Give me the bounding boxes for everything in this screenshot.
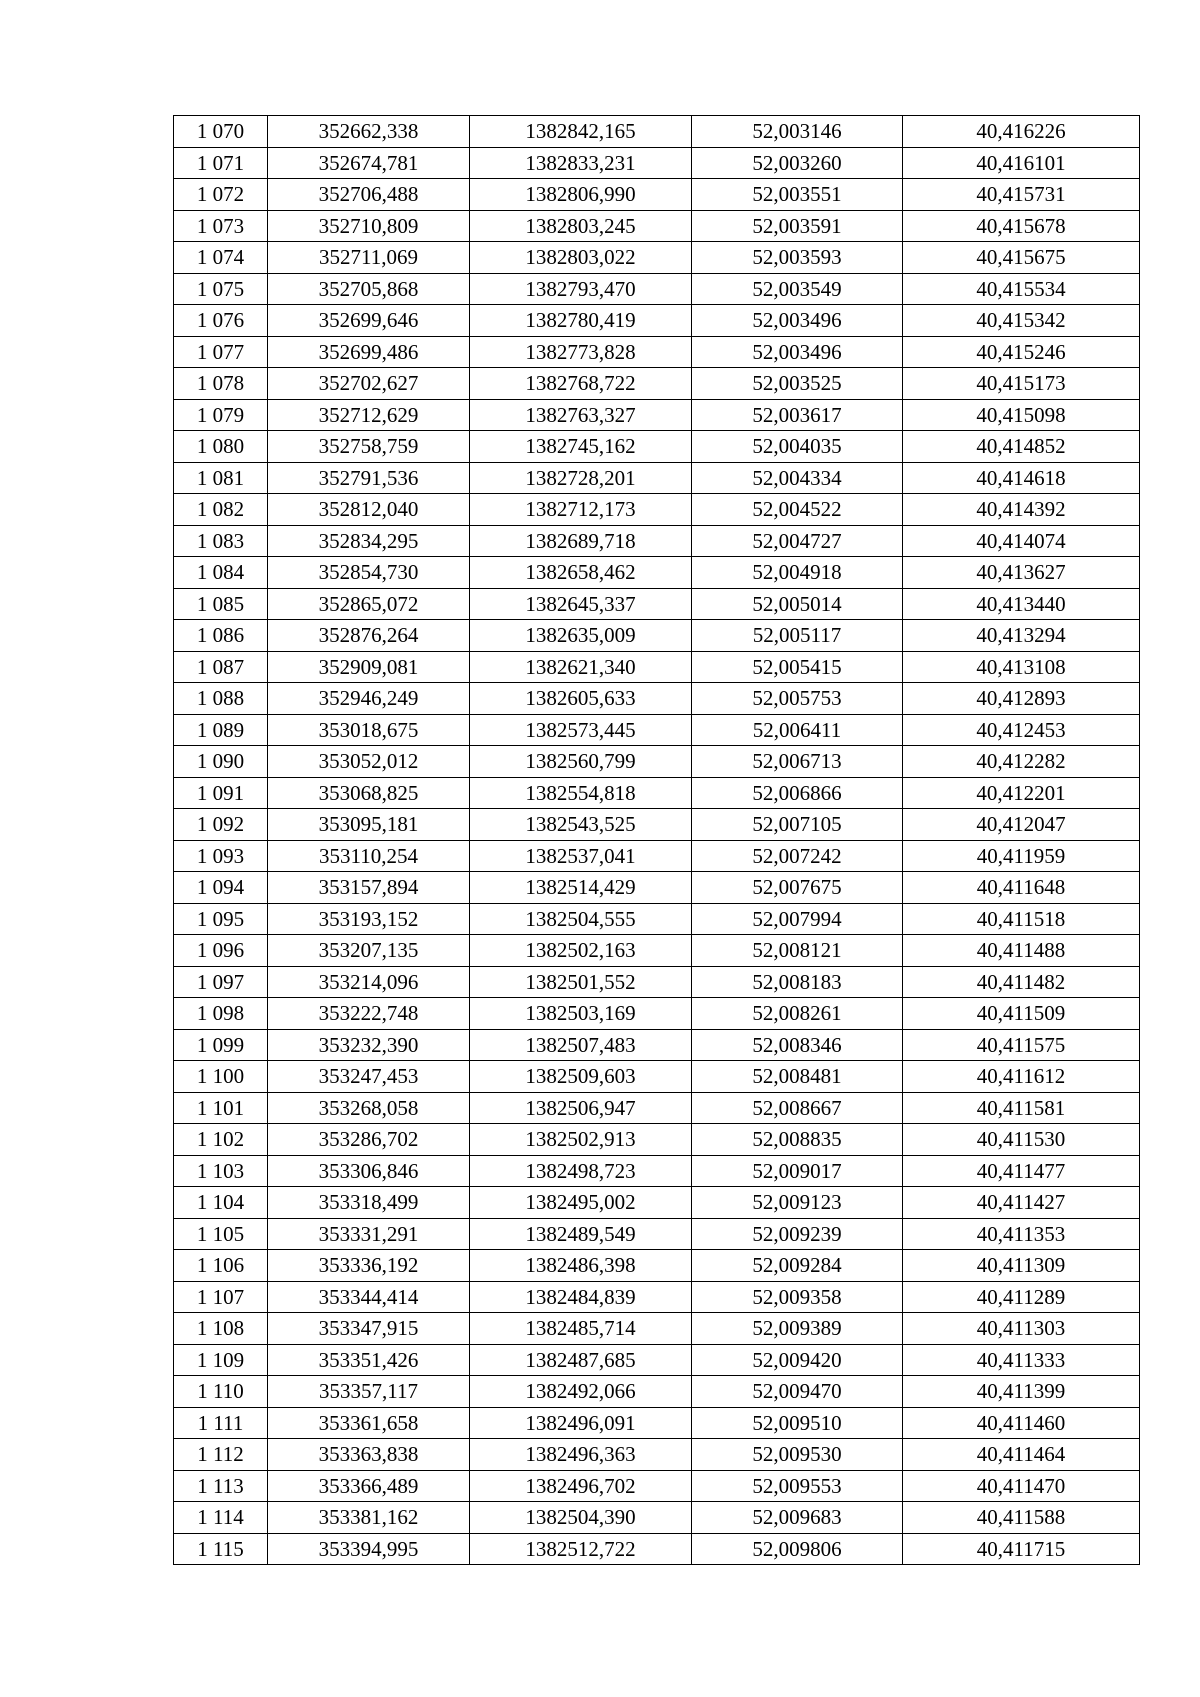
y-coordinate-cell: 1382658,462	[470, 557, 692, 589]
x-coordinate-cell: 353381,162	[268, 1502, 470, 1534]
latitude-cell: 52,004035	[692, 431, 903, 463]
longitude-cell: 40,411477	[903, 1155, 1140, 1187]
latitude-cell: 52,005753	[692, 683, 903, 715]
longitude-cell: 40,415534	[903, 273, 1140, 305]
point-number-cell: 1 076	[174, 305, 268, 337]
x-coordinate-cell: 352834,295	[268, 525, 470, 557]
point-number-cell: 1 085	[174, 588, 268, 620]
table-row	[174, 777, 1140, 809]
longitude-cell: 40,415731	[903, 179, 1140, 211]
latitude-cell: 52,009470	[692, 1376, 903, 1408]
point-number-cell: 1 104	[174, 1187, 268, 1219]
x-coordinate-cell: 352710,809	[268, 210, 470, 242]
y-coordinate-cell: 1382554,818	[470, 777, 692, 809]
y-coordinate-cell: 1382842,165	[470, 116, 692, 148]
point-number-cell: 1 077	[174, 336, 268, 368]
table-row	[174, 1407, 1140, 1439]
longitude-cell: 40,412047	[903, 809, 1140, 841]
x-coordinate-cell: 353306,846	[268, 1155, 470, 1187]
longitude-cell: 40,414852	[903, 431, 1140, 463]
longitude-cell: 40,415678	[903, 210, 1140, 242]
x-coordinate-cell: 353068,825	[268, 777, 470, 809]
y-coordinate-cell: 1382504,555	[470, 903, 692, 935]
longitude-cell: 40,411588	[903, 1502, 1140, 1534]
longitude-cell: 40,411509	[903, 998, 1140, 1030]
table-row	[174, 557, 1140, 589]
longitude-cell: 40,411482	[903, 966, 1140, 998]
table-row	[174, 1470, 1140, 1502]
y-coordinate-cell: 1382496,363	[470, 1439, 692, 1471]
x-coordinate-cell: 353018,675	[268, 714, 470, 746]
longitude-cell: 40,413627	[903, 557, 1140, 589]
table-row	[174, 1250, 1140, 1282]
x-coordinate-cell: 353193,152	[268, 903, 470, 935]
y-coordinate-cell: 1382768,722	[470, 368, 692, 400]
latitude-cell: 52,008346	[692, 1029, 903, 1061]
point-number-cell: 1 089	[174, 714, 268, 746]
point-number-cell: 1 101	[174, 1092, 268, 1124]
y-coordinate-cell: 1382501,552	[470, 966, 692, 998]
table-row	[174, 1313, 1140, 1345]
table-row	[174, 872, 1140, 904]
y-coordinate-cell: 1382495,002	[470, 1187, 692, 1219]
longitude-cell: 40,411518	[903, 903, 1140, 935]
point-number-cell: 1 092	[174, 809, 268, 841]
y-coordinate-cell: 1382486,398	[470, 1250, 692, 1282]
longitude-cell: 40,415246	[903, 336, 1140, 368]
latitude-cell: 52,009284	[692, 1250, 903, 1282]
point-number-cell: 1 099	[174, 1029, 268, 1061]
table-row	[174, 242, 1140, 274]
x-coordinate-cell: 352876,264	[268, 620, 470, 652]
point-number-cell: 1 106	[174, 1250, 268, 1282]
longitude-cell: 40,415675	[903, 242, 1140, 274]
longitude-cell: 40,411581	[903, 1092, 1140, 1124]
point-number-cell: 1 075	[174, 273, 268, 305]
table-row	[174, 1124, 1140, 1156]
point-number-cell: 1 087	[174, 651, 268, 683]
x-coordinate-cell: 352909,081	[268, 651, 470, 683]
coordinates-table-body	[174, 116, 1140, 1565]
point-number-cell: 1 113	[174, 1470, 268, 1502]
latitude-cell: 52,003593	[692, 242, 903, 274]
table-row	[174, 1376, 1140, 1408]
x-coordinate-cell: 352758,759	[268, 431, 470, 463]
x-coordinate-cell: 353336,192	[268, 1250, 470, 1282]
latitude-cell: 52,009358	[692, 1281, 903, 1313]
latitude-cell: 52,008261	[692, 998, 903, 1030]
x-coordinate-cell: 353366,489	[268, 1470, 470, 1502]
point-number-cell: 1 110	[174, 1376, 268, 1408]
latitude-cell: 52,003496	[692, 305, 903, 337]
point-number-cell: 1 100	[174, 1061, 268, 1093]
y-coordinate-cell: 1382763,327	[470, 399, 692, 431]
latitude-cell: 52,008835	[692, 1124, 903, 1156]
x-coordinate-cell: 353052,012	[268, 746, 470, 778]
point-number-cell: 1 107	[174, 1281, 268, 1313]
longitude-cell: 40,416226	[903, 116, 1140, 148]
longitude-cell: 40,411464	[903, 1439, 1140, 1471]
longitude-cell: 40,411399	[903, 1376, 1140, 1408]
y-coordinate-cell: 1382793,470	[470, 273, 692, 305]
latitude-cell: 52,009123	[692, 1187, 903, 1219]
x-coordinate-cell: 352791,536	[268, 462, 470, 494]
table-row	[174, 1439, 1140, 1471]
point-number-cell: 1 088	[174, 683, 268, 715]
x-coordinate-cell: 353363,838	[268, 1439, 470, 1471]
table-row	[174, 1502, 1140, 1534]
latitude-cell: 52,006713	[692, 746, 903, 778]
point-number-cell: 1 098	[174, 998, 268, 1030]
longitude-cell: 40,416101	[903, 147, 1140, 179]
y-coordinate-cell: 1382573,445	[470, 714, 692, 746]
point-number-cell: 1 103	[174, 1155, 268, 1187]
longitude-cell: 40,412201	[903, 777, 1140, 809]
x-coordinate-cell: 352854,730	[268, 557, 470, 589]
table-row	[174, 966, 1140, 998]
y-coordinate-cell: 1382485,714	[470, 1313, 692, 1345]
table-row	[174, 998, 1140, 1030]
y-coordinate-cell: 1382498,723	[470, 1155, 692, 1187]
latitude-cell: 52,004334	[692, 462, 903, 494]
longitude-cell: 40,415098	[903, 399, 1140, 431]
latitude-cell: 52,009017	[692, 1155, 903, 1187]
point-number-cell: 1 080	[174, 431, 268, 463]
latitude-cell: 52,003591	[692, 210, 903, 242]
latitude-cell: 52,009530	[692, 1439, 903, 1471]
latitude-cell: 52,008121	[692, 935, 903, 967]
x-coordinate-cell: 352946,249	[268, 683, 470, 715]
longitude-cell: 40,412453	[903, 714, 1140, 746]
latitude-cell: 52,003146	[692, 116, 903, 148]
table-row	[174, 903, 1140, 935]
latitude-cell: 52,003551	[692, 179, 903, 211]
table-row	[174, 368, 1140, 400]
y-coordinate-cell: 1382803,245	[470, 210, 692, 242]
y-coordinate-cell: 1382773,828	[470, 336, 692, 368]
y-coordinate-cell: 1382621,340	[470, 651, 692, 683]
point-number-cell: 1 096	[174, 935, 268, 967]
longitude-cell: 40,411460	[903, 1407, 1140, 1439]
table-row	[174, 494, 1140, 526]
table-row	[174, 462, 1140, 494]
longitude-cell: 40,413440	[903, 588, 1140, 620]
x-coordinate-cell: 353222,748	[268, 998, 470, 1030]
latitude-cell: 52,009806	[692, 1533, 903, 1565]
y-coordinate-cell: 1382514,429	[470, 872, 692, 904]
y-coordinate-cell: 1382543,525	[470, 809, 692, 841]
latitude-cell: 52,009510	[692, 1407, 903, 1439]
point-number-cell: 1 079	[174, 399, 268, 431]
table-row	[174, 588, 1140, 620]
table-row	[174, 1218, 1140, 1250]
point-number-cell: 1 073	[174, 210, 268, 242]
table-row	[174, 431, 1140, 463]
y-coordinate-cell: 1382506,947	[470, 1092, 692, 1124]
latitude-cell: 52,006866	[692, 777, 903, 809]
latitude-cell: 52,009683	[692, 1502, 903, 1534]
point-number-cell: 1 083	[174, 525, 268, 557]
longitude-cell: 40,411575	[903, 1029, 1140, 1061]
longitude-cell: 40,414618	[903, 462, 1140, 494]
x-coordinate-cell: 353357,117	[268, 1376, 470, 1408]
longitude-cell: 40,413108	[903, 651, 1140, 683]
latitude-cell: 52,007994	[692, 903, 903, 935]
latitude-cell: 52,003496	[692, 336, 903, 368]
longitude-cell: 40,411488	[903, 935, 1140, 967]
latitude-cell: 52,003549	[692, 273, 903, 305]
x-coordinate-cell: 353207,135	[268, 935, 470, 967]
point-number-cell: 1 072	[174, 179, 268, 211]
latitude-cell: 52,004727	[692, 525, 903, 557]
latitude-cell: 52,005415	[692, 651, 903, 683]
x-coordinate-cell: 353232,390	[268, 1029, 470, 1061]
point-number-cell: 1 082	[174, 494, 268, 526]
latitude-cell: 52,003525	[692, 368, 903, 400]
longitude-cell: 40,411309	[903, 1250, 1140, 1282]
point-number-cell: 1 078	[174, 368, 268, 400]
table-row	[174, 147, 1140, 179]
latitude-cell: 52,007675	[692, 872, 903, 904]
x-coordinate-cell: 353351,426	[268, 1344, 470, 1376]
table-row	[174, 935, 1140, 967]
x-coordinate-cell: 353214,096	[268, 966, 470, 998]
table-row	[174, 1533, 1140, 1565]
x-coordinate-cell: 353157,894	[268, 872, 470, 904]
table-row	[174, 210, 1140, 242]
latitude-cell: 52,008183	[692, 966, 903, 998]
latitude-cell: 52,009553	[692, 1470, 903, 1502]
y-coordinate-cell: 1382489,549	[470, 1218, 692, 1250]
table-row	[174, 525, 1140, 557]
table-row	[174, 1061, 1140, 1093]
x-coordinate-cell: 353268,058	[268, 1092, 470, 1124]
x-coordinate-cell: 352702,627	[268, 368, 470, 400]
point-number-cell: 1 081	[174, 462, 268, 494]
x-coordinate-cell: 352699,646	[268, 305, 470, 337]
y-coordinate-cell: 1382503,169	[470, 998, 692, 1030]
y-coordinate-cell: 1382492,066	[470, 1376, 692, 1408]
y-coordinate-cell: 1382635,009	[470, 620, 692, 652]
y-coordinate-cell: 1382745,162	[470, 431, 692, 463]
point-number-cell: 1 111	[174, 1407, 268, 1439]
x-coordinate-cell: 352712,629	[268, 399, 470, 431]
table-row	[174, 336, 1140, 368]
table-row	[174, 809, 1140, 841]
table-row	[174, 1187, 1140, 1219]
point-number-cell: 1 105	[174, 1218, 268, 1250]
x-coordinate-cell: 352705,868	[268, 273, 470, 305]
point-number-cell: 1 102	[174, 1124, 268, 1156]
table-row	[174, 1344, 1140, 1376]
x-coordinate-cell: 353110,254	[268, 840, 470, 872]
table-row	[174, 620, 1140, 652]
y-coordinate-cell: 1382507,483	[470, 1029, 692, 1061]
table-row	[174, 273, 1140, 305]
longitude-cell: 40,412893	[903, 683, 1140, 715]
y-coordinate-cell: 1382484,839	[470, 1281, 692, 1313]
point-number-cell: 1 108	[174, 1313, 268, 1345]
latitude-cell: 52,007242	[692, 840, 903, 872]
longitude-cell: 40,411715	[903, 1533, 1140, 1565]
point-number-cell: 1 097	[174, 966, 268, 998]
point-number-cell: 1 114	[174, 1502, 268, 1534]
longitude-cell: 40,415342	[903, 305, 1140, 337]
x-coordinate-cell: 352699,486	[268, 336, 470, 368]
latitude-cell: 52,005014	[692, 588, 903, 620]
latitude-cell: 52,004522	[692, 494, 903, 526]
point-number-cell: 1 091	[174, 777, 268, 809]
x-coordinate-cell: 353344,414	[268, 1281, 470, 1313]
longitude-cell: 40,411353	[903, 1218, 1140, 1250]
table-row	[174, 714, 1140, 746]
x-coordinate-cell: 353331,291	[268, 1218, 470, 1250]
table-row	[174, 1281, 1140, 1313]
point-number-cell: 1 071	[174, 147, 268, 179]
longitude-cell: 40,414074	[903, 525, 1140, 557]
y-coordinate-cell: 1382806,990	[470, 179, 692, 211]
x-coordinate-cell: 352865,072	[268, 588, 470, 620]
x-coordinate-cell: 352711,069	[268, 242, 470, 274]
y-coordinate-cell: 1382502,913	[470, 1124, 692, 1156]
y-coordinate-cell: 1382496,702	[470, 1470, 692, 1502]
longitude-cell: 40,414392	[903, 494, 1140, 526]
y-coordinate-cell: 1382645,337	[470, 588, 692, 620]
x-coordinate-cell: 352674,781	[268, 147, 470, 179]
table-row	[174, 305, 1140, 337]
latitude-cell: 52,007105	[692, 809, 903, 841]
y-coordinate-cell: 1382689,718	[470, 525, 692, 557]
latitude-cell: 52,008481	[692, 1061, 903, 1093]
y-coordinate-cell: 1382502,163	[470, 935, 692, 967]
longitude-cell: 40,411470	[903, 1470, 1140, 1502]
latitude-cell: 52,009420	[692, 1344, 903, 1376]
latitude-cell: 52,004918	[692, 557, 903, 589]
y-coordinate-cell: 1382833,231	[470, 147, 692, 179]
x-coordinate-cell: 353095,181	[268, 809, 470, 841]
latitude-cell: 52,008667	[692, 1092, 903, 1124]
longitude-cell: 40,413294	[903, 620, 1140, 652]
table-row	[174, 399, 1140, 431]
latitude-cell: 52,009389	[692, 1313, 903, 1345]
latitude-cell: 52,003617	[692, 399, 903, 431]
y-coordinate-cell: 1382512,722	[470, 1533, 692, 1565]
y-coordinate-cell: 1382605,633	[470, 683, 692, 715]
x-coordinate-cell: 353247,453	[268, 1061, 470, 1093]
latitude-cell: 52,009239	[692, 1218, 903, 1250]
latitude-cell: 52,006411	[692, 714, 903, 746]
table-row	[174, 1092, 1140, 1124]
point-number-cell: 1 115	[174, 1533, 268, 1565]
y-coordinate-cell: 1382487,685	[470, 1344, 692, 1376]
table-row	[174, 651, 1140, 683]
coordinates-table	[173, 115, 1140, 1565]
point-number-cell: 1 094	[174, 872, 268, 904]
point-number-cell: 1 112	[174, 1439, 268, 1471]
table-row	[174, 1029, 1140, 1061]
longitude-cell: 40,411427	[903, 1187, 1140, 1219]
longitude-cell: 40,411289	[903, 1281, 1140, 1313]
table-row	[174, 116, 1140, 148]
x-coordinate-cell: 353394,995	[268, 1533, 470, 1565]
y-coordinate-cell: 1382537,041	[470, 840, 692, 872]
longitude-cell: 40,412282	[903, 746, 1140, 778]
longitude-cell: 40,411333	[903, 1344, 1140, 1376]
point-number-cell: 1 093	[174, 840, 268, 872]
x-coordinate-cell: 353347,915	[268, 1313, 470, 1345]
point-number-cell: 1 109	[174, 1344, 268, 1376]
longitude-cell: 40,411303	[903, 1313, 1140, 1345]
latitude-cell: 52,005117	[692, 620, 903, 652]
latitude-cell: 52,003260	[692, 147, 903, 179]
table-row	[174, 179, 1140, 211]
point-number-cell: 1 074	[174, 242, 268, 274]
y-coordinate-cell: 1382504,390	[470, 1502, 692, 1534]
table-row	[174, 840, 1140, 872]
y-coordinate-cell: 1382560,799	[470, 746, 692, 778]
y-coordinate-cell: 1382509,603	[470, 1061, 692, 1093]
table-row	[174, 683, 1140, 715]
longitude-cell: 40,411612	[903, 1061, 1140, 1093]
x-coordinate-cell: 353361,658	[268, 1407, 470, 1439]
x-coordinate-cell: 352662,338	[268, 116, 470, 148]
x-coordinate-cell: 353286,702	[268, 1124, 470, 1156]
x-coordinate-cell: 353318,499	[268, 1187, 470, 1219]
x-coordinate-cell: 352812,040	[268, 494, 470, 526]
point-number-cell: 1 084	[174, 557, 268, 589]
y-coordinate-cell: 1382712,173	[470, 494, 692, 526]
table-row	[174, 1155, 1140, 1187]
longitude-cell: 40,411530	[903, 1124, 1140, 1156]
longitude-cell: 40,415173	[903, 368, 1140, 400]
point-number-cell: 1 090	[174, 746, 268, 778]
point-number-cell: 1 086	[174, 620, 268, 652]
point-number-cell: 1 070	[174, 116, 268, 148]
x-coordinate-cell: 352706,488	[268, 179, 470, 211]
y-coordinate-cell: 1382496,091	[470, 1407, 692, 1439]
longitude-cell: 40,411648	[903, 872, 1140, 904]
point-number-cell: 1 095	[174, 903, 268, 935]
longitude-cell: 40,411959	[903, 840, 1140, 872]
table-row	[174, 746, 1140, 778]
y-coordinate-cell: 1382803,022	[470, 242, 692, 274]
y-coordinate-cell: 1382780,419	[470, 305, 692, 337]
y-coordinate-cell: 1382728,201	[470, 462, 692, 494]
